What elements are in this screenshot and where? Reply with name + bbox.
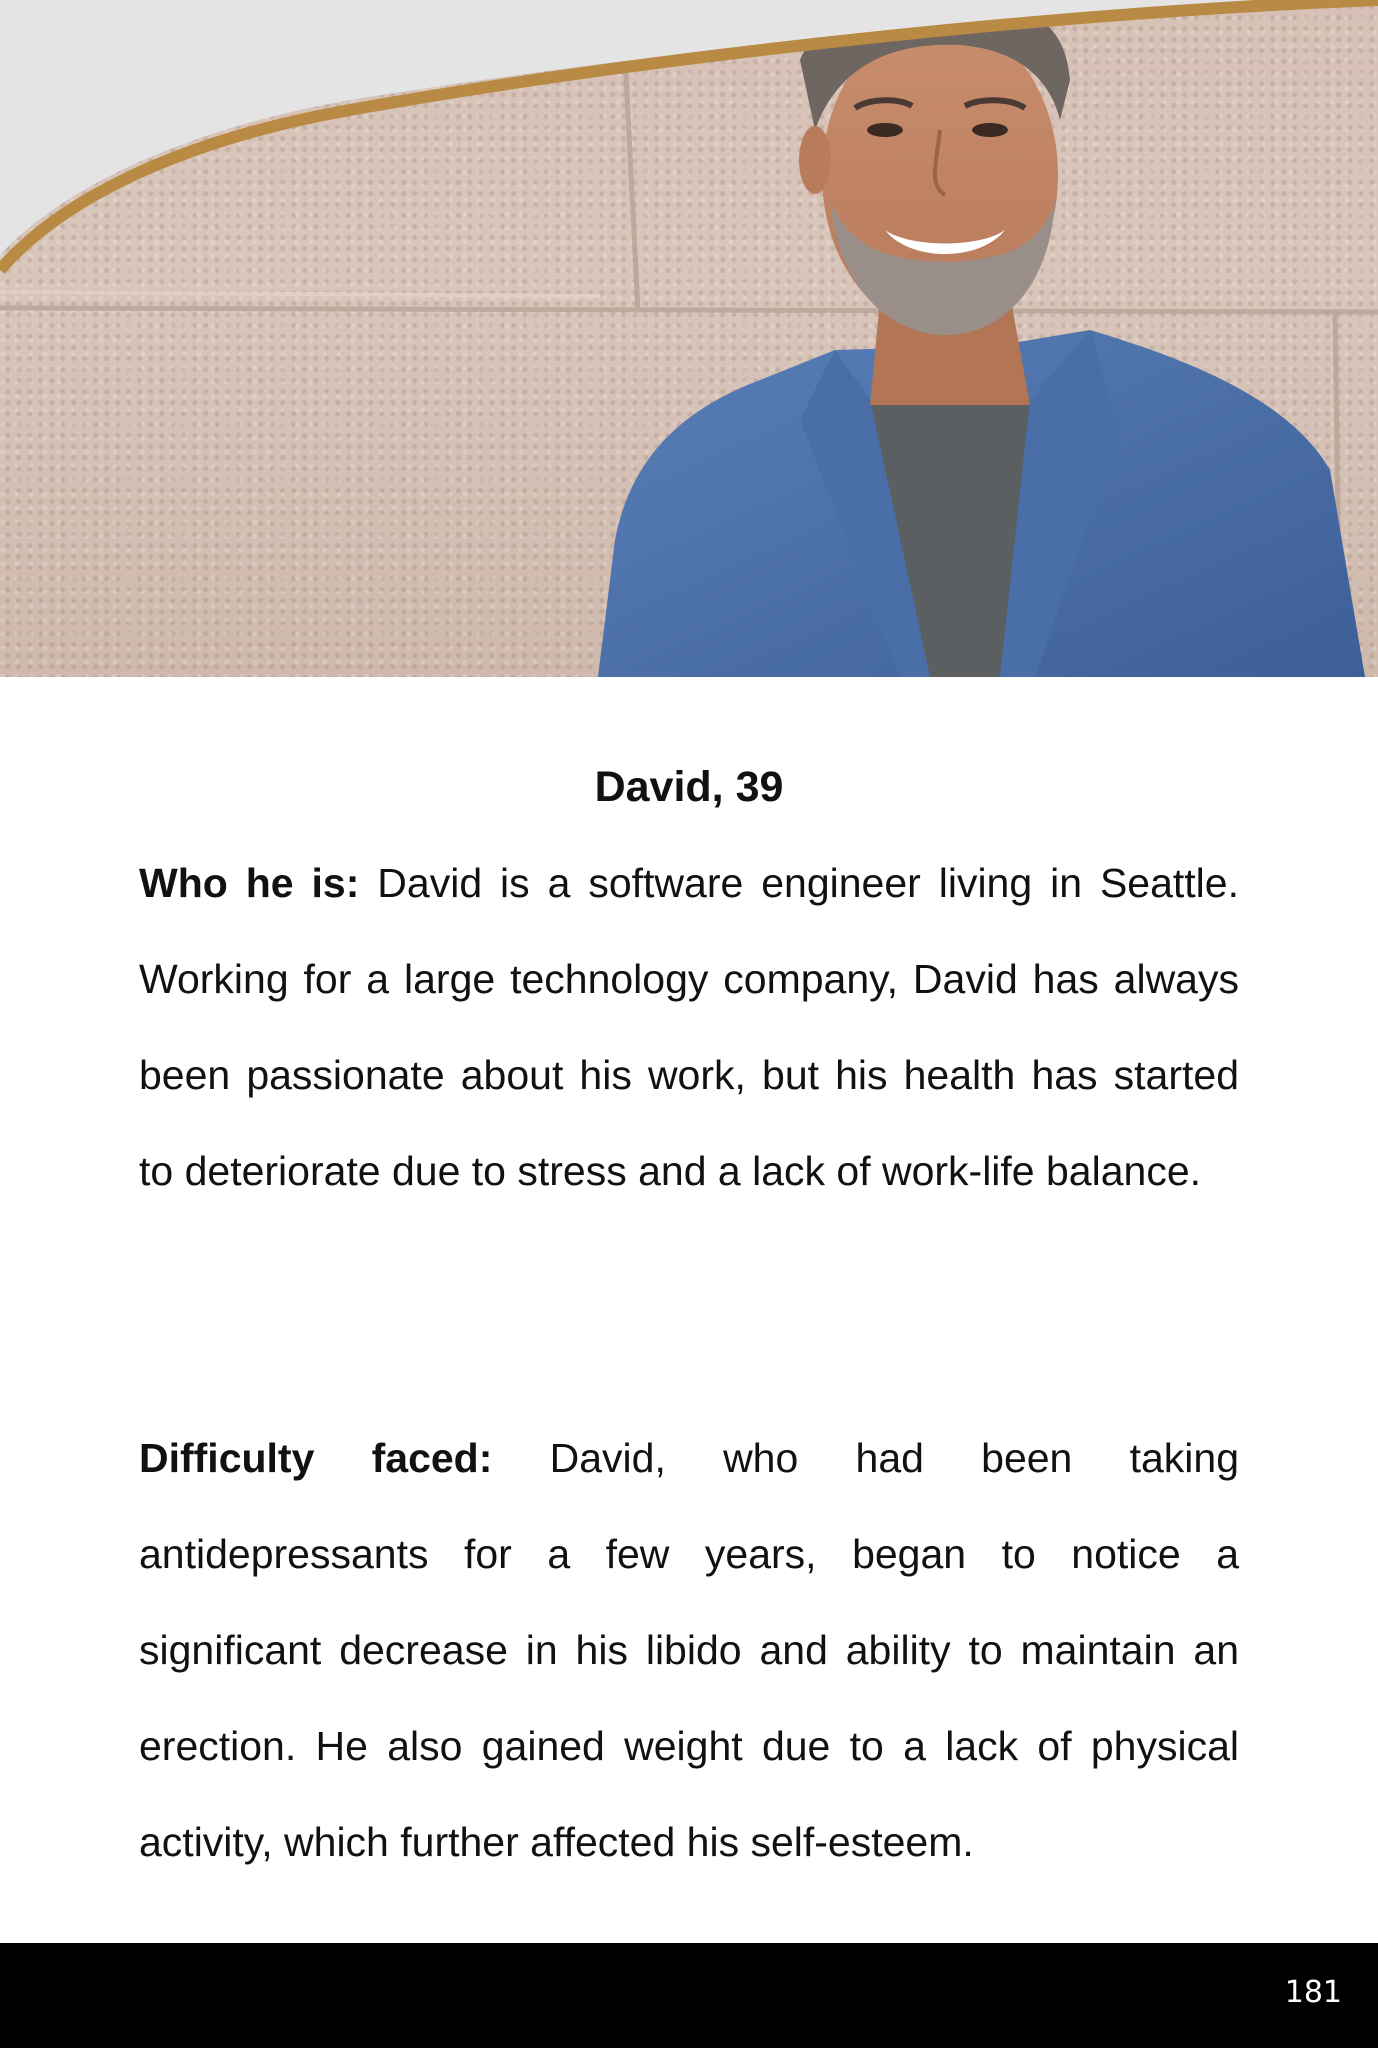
profile-title: David, 39	[594, 763, 784, 811]
who-he-is-text: David is a software engineer living in Seattle. Working for a large technology company, David has always been passionate about his work, but his health has started to deteriorate due to stress and a lack of work-life balance.	[139, 860, 1239, 1194]
difficulty-paragraph	[139, 1410, 1239, 1890]
person-figure	[598, 0, 1365, 677]
header-banner	[0, 0, 1378, 255]
who-he-is-label: Who he is:	[139, 860, 360, 906]
page-number: 181	[1284, 1975, 1342, 2010]
who-he-is-paragraph	[139, 835, 1239, 1219]
difficulty-text: David, who had been taking antidepressants for a few years, began to notice a significant decrease in his libido and ability to maintain an erection. He also gained weight due to a lack of physical activity, which further affected his self-esteem.	[139, 1435, 1239, 1865]
header-photo	[0, 0, 1378, 677]
difficulty-label: Difficulty faced:	[139, 1435, 493, 1481]
page-footer	[0, 1943, 1378, 2048]
portrait-illustration	[0, 0, 1378, 677]
